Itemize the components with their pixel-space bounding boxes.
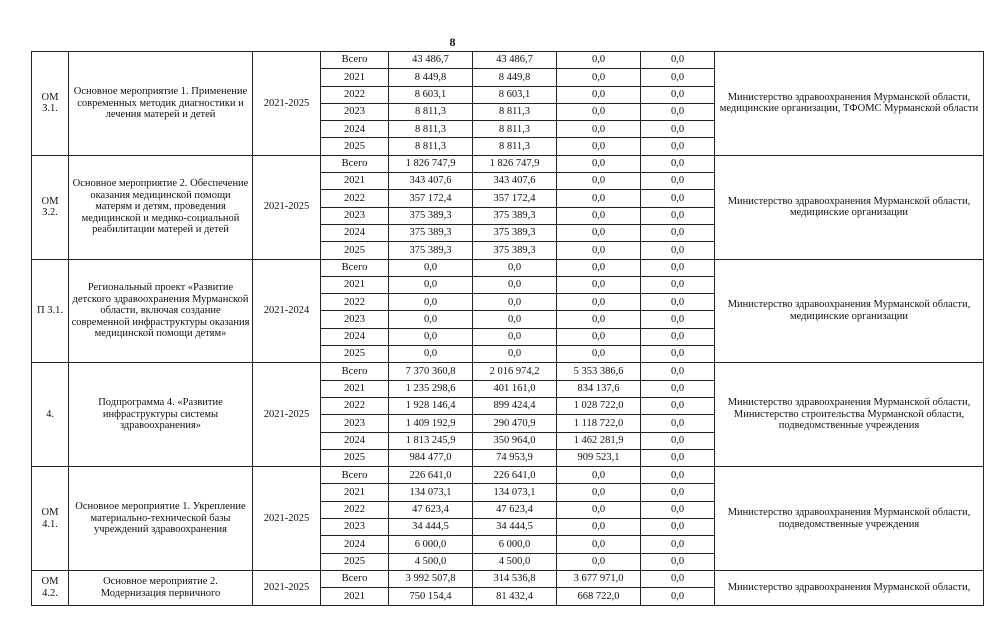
total-cell: 226 641,0 <box>389 467 473 484</box>
regional-budget-cell: 34 444,5 <box>473 519 557 536</box>
federal-budget-cell: 0,0 <box>557 207 641 224</box>
year-cell: 2021 <box>321 276 389 293</box>
regional-budget-cell: 8 603,1 <box>473 86 557 103</box>
total-cell: 375 389,3 <box>389 242 473 259</box>
row-executors: Министерство здравоохранения Мурманской области, Министерство строительства Мурманской области, подведомственные учреждения <box>715 363 984 467</box>
row-period: 2021-2025 <box>253 570 321 605</box>
regional-budget-cell: 401 161,0 <box>473 380 557 397</box>
regional-budget-cell: 375 389,3 <box>473 242 557 259</box>
regional-budget-cell: 375 389,3 <box>473 207 557 224</box>
row-code: П 3.1. <box>32 259 69 363</box>
year-cell: Всего <box>321 52 389 69</box>
federal-budget-cell: 0,0 <box>557 173 641 190</box>
regional-budget-cell: 0,0 <box>473 328 557 345</box>
other-sources-cell: 0,0 <box>641 346 715 363</box>
federal-budget-cell: 5 353 386,6 <box>557 363 641 380</box>
total-cell: 750 154,4 <box>389 588 473 605</box>
other-sources-cell: 0,0 <box>641 69 715 86</box>
federal-budget-cell: 0,0 <box>557 276 641 293</box>
row-code: ОМ 3.1. <box>32 52 69 156</box>
other-sources-cell: 0,0 <box>641 363 715 380</box>
total-cell: 984 477,0 <box>389 449 473 466</box>
row-executors: Министерство здравоохранения Мурманской области, подведомственные учреждения <box>715 467 984 571</box>
regional-budget-cell: 134 073,1 <box>473 484 557 501</box>
total-cell: 1 409 192,9 <box>389 415 473 432</box>
federal-budget-cell: 834 137,6 <box>557 380 641 397</box>
year-cell: 2022 <box>321 397 389 414</box>
row-period: 2021-2025 <box>253 52 321 156</box>
regional-budget-cell: 375 389,3 <box>473 224 557 241</box>
year-cell: Всего <box>321 363 389 380</box>
federal-budget-cell: 0,0 <box>557 311 641 328</box>
total-cell: 8 603,1 <box>389 86 473 103</box>
federal-budget-cell: 0,0 <box>557 138 641 155</box>
federal-budget-cell: 0,0 <box>557 501 641 518</box>
row-title: Подпрограмма 4. «Развитие инфраструктуры системы здравоохранения» <box>69 363 253 467</box>
year-cell: 2024 <box>321 224 389 241</box>
federal-budget-cell: 1 028 722,0 <box>557 397 641 414</box>
other-sources-cell: 0,0 <box>641 501 715 518</box>
other-sources-cell: 0,0 <box>641 311 715 328</box>
year-cell: 2021 <box>321 173 389 190</box>
total-cell: 0,0 <box>389 276 473 293</box>
regional-budget-cell: 314 536,8 <box>473 570 557 587</box>
regional-budget-cell: 4 500,0 <box>473 553 557 570</box>
total-cell: 0,0 <box>389 259 473 276</box>
row-executors: Министерство здравоохранения Мурманской области, медицинские организации <box>715 259 984 363</box>
total-cell: 34 444,5 <box>389 519 473 536</box>
other-sources-cell: 0,0 <box>641 276 715 293</box>
row-period: 2021-2025 <box>253 155 321 259</box>
other-sources-cell: 0,0 <box>641 449 715 466</box>
other-sources-cell: 0,0 <box>641 242 715 259</box>
row-period: 2021-2024 <box>253 259 321 363</box>
federal-budget-cell: 0,0 <box>557 519 641 536</box>
total-cell: 3 992 507,8 <box>389 570 473 587</box>
federal-budget-cell: 0,0 <box>557 86 641 103</box>
other-sources-cell: 0,0 <box>641 173 715 190</box>
row-title: Основное мероприятие 1. Применение современных методик диагностики и лечения матерей и детей <box>69 52 253 156</box>
total-cell: 43 486,7 <box>389 52 473 69</box>
federal-budget-cell: 1 462 281,9 <box>557 432 641 449</box>
other-sources-cell: 0,0 <box>641 138 715 155</box>
page-number: 8 <box>449 35 456 49</box>
year-cell: 2023 <box>321 311 389 328</box>
total-cell: 6 000,0 <box>389 536 473 553</box>
regional-budget-cell: 0,0 <box>473 294 557 311</box>
year-cell: 2025 <box>321 138 389 155</box>
total-cell: 375 389,3 <box>389 224 473 241</box>
table-row <box>32 52 984 69</box>
regional-budget-cell: 899 424,4 <box>473 397 557 414</box>
federal-budget-cell: 1 118 722,0 <box>557 415 641 432</box>
regional-budget-cell: 8 811,3 <box>473 103 557 120</box>
year-cell: 2025 <box>321 449 389 466</box>
year-cell: 2022 <box>321 86 389 103</box>
total-cell: 7 370 360,8 <box>389 363 473 380</box>
regional-budget-cell: 0,0 <box>473 311 557 328</box>
row-executors: Министерство здравоохранения Мурманской области, медицинские организации <box>715 155 984 259</box>
other-sources-cell: 0,0 <box>641 190 715 207</box>
year-cell: 2025 <box>321 346 389 363</box>
other-sources-cell: 0,0 <box>641 155 715 172</box>
other-sources-cell: 0,0 <box>641 588 715 605</box>
total-cell: 1 235 298,6 <box>389 380 473 397</box>
regional-budget-cell: 81 432,4 <box>473 588 557 605</box>
year-cell: 2023 <box>321 103 389 120</box>
year-cell: 2024 <box>321 432 389 449</box>
other-sources-cell: 0,0 <box>641 484 715 501</box>
regional-budget-cell: 290 470,9 <box>473 415 557 432</box>
other-sources-cell: 0,0 <box>641 553 715 570</box>
other-sources-cell: 0,0 <box>641 224 715 241</box>
federal-budget-cell: 0,0 <box>557 52 641 69</box>
total-cell: 375 389,3 <box>389 207 473 224</box>
row-code: ОМ 3.2. <box>32 155 69 259</box>
federal-budget-cell: 3 677 971,0 <box>557 570 641 587</box>
row-period: 2021-2025 <box>253 467 321 571</box>
other-sources-cell: 0,0 <box>641 294 715 311</box>
regional-budget-cell: 357 172,4 <box>473 190 557 207</box>
federal-budget-cell: 0,0 <box>557 69 641 86</box>
total-cell: 8 811,3 <box>389 138 473 155</box>
regional-budget-cell: 343 407,6 <box>473 173 557 190</box>
federal-budget-cell: 0,0 <box>557 346 641 363</box>
other-sources-cell: 0,0 <box>641 380 715 397</box>
total-cell: 8 449,8 <box>389 69 473 86</box>
federal-budget-cell: 0,0 <box>557 190 641 207</box>
other-sources-cell: 0,0 <box>641 86 715 103</box>
other-sources-cell: 0,0 <box>641 536 715 553</box>
other-sources-cell: 0,0 <box>641 121 715 138</box>
regional-budget-cell: 74 953,9 <box>473 449 557 466</box>
federal-budget-cell: 0,0 <box>557 155 641 172</box>
table-row <box>32 570 984 587</box>
other-sources-cell: 0,0 <box>641 259 715 276</box>
total-cell: 1 813 245,9 <box>389 432 473 449</box>
other-sources-cell: 0,0 <box>641 570 715 587</box>
regional-budget-cell: 0,0 <box>473 346 557 363</box>
row-title: Региональный проект «Развитие детского здравоохранения Мурманской области, включая создание современной инфраструктуры оказания медицинской помощи детям» <box>69 259 253 363</box>
year-cell: 2021 <box>321 380 389 397</box>
budget-table-body <box>32 52 984 606</box>
year-cell: Всего <box>321 259 389 276</box>
year-cell: 2022 <box>321 294 389 311</box>
year-cell: 2023 <box>321 207 389 224</box>
federal-budget-cell: 909 523,1 <box>557 449 641 466</box>
other-sources-cell: 0,0 <box>641 207 715 224</box>
total-cell: 0,0 <box>389 328 473 345</box>
other-sources-cell: 0,0 <box>641 397 715 414</box>
total-cell: 0,0 <box>389 294 473 311</box>
total-cell: 4 500,0 <box>389 553 473 570</box>
regional-budget-cell: 226 641,0 <box>473 467 557 484</box>
table-row <box>32 259 984 276</box>
other-sources-cell: 0,0 <box>641 432 715 449</box>
total-cell: 343 407,6 <box>389 173 473 190</box>
federal-budget-cell: 0,0 <box>557 484 641 501</box>
federal-budget-cell: 0,0 <box>557 224 641 241</box>
row-executors: Министерство здравоохранения Мурманской области, <box>715 570 984 605</box>
other-sources-cell: 0,0 <box>641 52 715 69</box>
other-sources-cell: 0,0 <box>641 103 715 120</box>
other-sources-cell: 0,0 <box>641 415 715 432</box>
row-title: Основное мероприятие 1. Укрепление материально-технической базы учреждений здравоохранения <box>69 467 253 571</box>
federal-budget-cell: 0,0 <box>557 121 641 138</box>
row-title: Основное мероприятие 2. Модернизация первичного <box>69 570 253 605</box>
regional-budget-cell: 8 811,3 <box>473 138 557 155</box>
row-code: ОМ 4.1. <box>32 467 69 571</box>
year-cell: 2023 <box>321 415 389 432</box>
year-cell: Всего <box>321 467 389 484</box>
federal-budget-cell: 0,0 <box>557 536 641 553</box>
regional-budget-cell: 350 964,0 <box>473 432 557 449</box>
regional-budget-cell: 1 826 747,9 <box>473 155 557 172</box>
row-code: ОМ 4.2. <box>32 570 69 605</box>
table-row <box>32 363 984 380</box>
year-cell: 2022 <box>321 501 389 518</box>
federal-budget-cell: 0,0 <box>557 103 641 120</box>
federal-budget-cell: 0,0 <box>557 328 641 345</box>
other-sources-cell: 0,0 <box>641 519 715 536</box>
regional-budget-cell: 43 486,7 <box>473 52 557 69</box>
regional-budget-cell: 0,0 <box>473 276 557 293</box>
federal-budget-cell: 0,0 <box>557 294 641 311</box>
regional-budget-cell: 2 016 974,2 <box>473 363 557 380</box>
regional-budget-cell: 47 623,4 <box>473 501 557 518</box>
row-executors: Министерство здравоохранения Мурманской области, медицинские организации, ТФОМС Мурманской области <box>715 52 984 156</box>
other-sources-cell: 0,0 <box>641 328 715 345</box>
total-cell: 1 826 747,9 <box>389 155 473 172</box>
year-cell: 2024 <box>321 536 389 553</box>
year-cell: 2022 <box>321 190 389 207</box>
total-cell: 8 811,3 <box>389 103 473 120</box>
table-row <box>32 467 984 484</box>
year-cell: 2021 <box>321 69 389 86</box>
row-title: Основное мероприятие 2. Обеспечение оказания медицинской помощи матерям и детям, проведения медицинской и медико-социальной реабилитации матерей и детей <box>69 155 253 259</box>
federal-budget-cell: 0,0 <box>557 242 641 259</box>
total-cell: 47 623,4 <box>389 501 473 518</box>
federal-budget-cell: 0,0 <box>557 467 641 484</box>
year-cell: 2021 <box>321 484 389 501</box>
year-cell: 2024 <box>321 121 389 138</box>
year-cell: Всего <box>321 570 389 587</box>
total-cell: 0,0 <box>389 346 473 363</box>
total-cell: 1 928 146,4 <box>389 397 473 414</box>
federal-budget-cell: 0,0 <box>557 259 641 276</box>
total-cell: 357 172,4 <box>389 190 473 207</box>
federal-budget-cell: 668 722,0 <box>557 588 641 605</box>
federal-budget-cell: 0,0 <box>557 553 641 570</box>
total-cell: 0,0 <box>389 311 473 328</box>
year-cell: 2025 <box>321 553 389 570</box>
total-cell: 8 811,3 <box>389 121 473 138</box>
year-cell: 2021 <box>321 588 389 605</box>
year-cell: Всего <box>321 155 389 172</box>
row-period: 2021-2025 <box>253 363 321 467</box>
year-cell: 2024 <box>321 328 389 345</box>
regional-budget-cell: 0,0 <box>473 259 557 276</box>
regional-budget-cell: 8 449,8 <box>473 69 557 86</box>
year-cell: 2025 <box>321 242 389 259</box>
regional-budget-cell: 8 811,3 <box>473 121 557 138</box>
total-cell: 134 073,1 <box>389 484 473 501</box>
year-cell: 2023 <box>321 519 389 536</box>
budget-table <box>31 51 984 606</box>
regional-budget-cell: 6 000,0 <box>473 536 557 553</box>
table-row <box>32 155 984 172</box>
other-sources-cell: 0,0 <box>641 467 715 484</box>
row-code: 4. <box>32 363 69 467</box>
